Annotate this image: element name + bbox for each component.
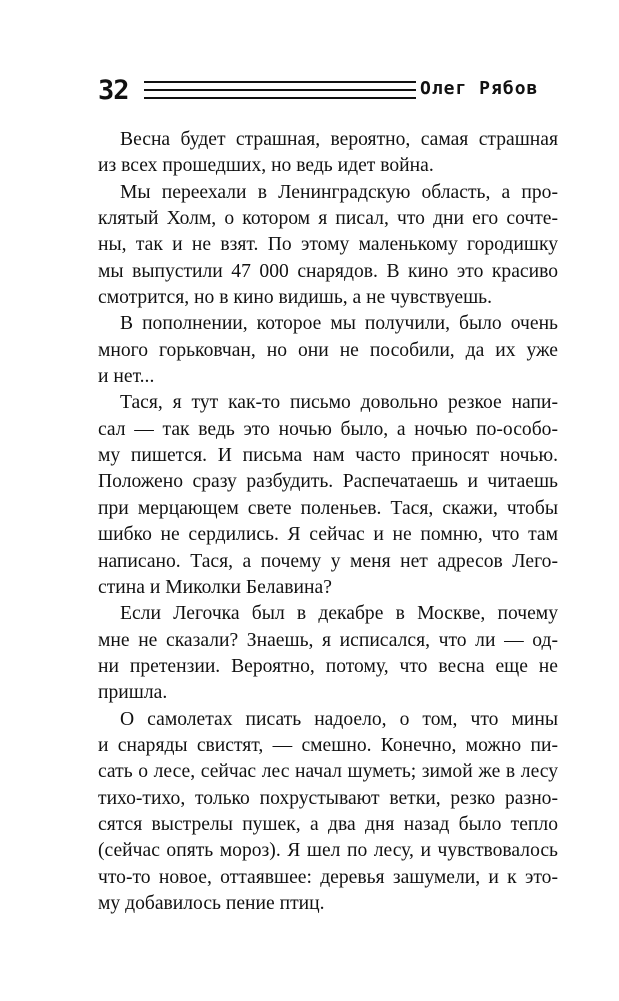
paragraph [98, 311, 558, 390]
text-line: пришла. [98, 682, 168, 704]
text-line: стина и Миколки Белавина? [98, 576, 332, 598]
body-text [98, 127, 558, 917]
text-line: Положено сразу разбудить. Распечатаешь и читаешь [98, 471, 558, 493]
text-line: О самолетах писать надоело, о том, что мины [120, 708, 558, 730]
running-head-author: Олег Рябов [420, 78, 539, 99]
text-line: му пишется. И письма нам часто приносят ночью. [98, 445, 558, 467]
page-header [90, 72, 558, 112]
text-line: сятся выстрелы пушек, а два дня назад было тепло [98, 813, 558, 835]
paragraph [98, 707, 558, 918]
text-line: Если Легочка был в декабре в Москве, почему [120, 603, 558, 625]
paragraph [98, 601, 558, 706]
text-line: В пополнении, которое мы получили, было очень [120, 313, 558, 335]
text-line: Тася, я тут как-то письмо довольно резкое напи- [120, 392, 558, 414]
text-line: мне не сказали? Знаешь, я исписался, что ли — од- [98, 629, 558, 651]
text-line: при мерцающем свете поленьев. Тася, скажи, чтобы [98, 497, 558, 519]
text-line: много горьковчан, но они не пособили, да их уже [98, 339, 558, 361]
text-line: Весна будет страшная, вероятно, самая страшная [120, 129, 558, 150]
text-line: (сейчас опять мороз). Я шел по лесу, и чувствовалось [98, 840, 558, 862]
text-line: и снаряды свистят, — смешно. Конечно, можно пи- [98, 734, 558, 756]
paragraph [98, 127, 558, 180]
header-rule-top [144, 81, 416, 83]
text-line: сал — так ведь это ночью было, а ночью по-особо- [98, 418, 558, 440]
text-line: ни претензии. Вероятно, потому, что весна еще не [98, 655, 558, 677]
paragraph [98, 180, 558, 312]
text-line: ны, так и не взят. По этому маленькому городишку [98, 234, 558, 256]
text-line: что-то новое, оттаявшее: деревья зашумели, и к это- [98, 866, 558, 888]
page-number: 32 [98, 75, 129, 106]
text-line: клятый Холм, о котором я писал, что дни его сочте- [98, 208, 558, 230]
text-line: тихо-тихо, только похрустывают ветки, резко разно- [98, 787, 558, 809]
text-line: му добавилось пение птиц. [98, 892, 325, 914]
text-line: смотрится, но в кино видишь, а не чувствуешь. [98, 287, 493, 309]
text-line: шибко не сердились. Я сейчас и не помню, что там [98, 524, 558, 546]
text-line: и нет... [98, 366, 155, 388]
header-rule-middle [144, 89, 416, 91]
text-line: написано. Тася, а почему у меня нет адресов Лего- [98, 550, 558, 572]
text-line: Мы переехали в Ленинградскую область, а про- [120, 181, 558, 203]
paragraph [98, 390, 558, 601]
text-line: из всех прошедших, но ведь идет война. [98, 155, 434, 177]
text-line: мы выпустили 47 000 снарядов. В кино это красиво [98, 260, 558, 282]
header-rule-bottom [144, 97, 416, 99]
text-line: сать о лесе, сейчас лес начал шуметь; зимой же в лесу [98, 761, 558, 783]
